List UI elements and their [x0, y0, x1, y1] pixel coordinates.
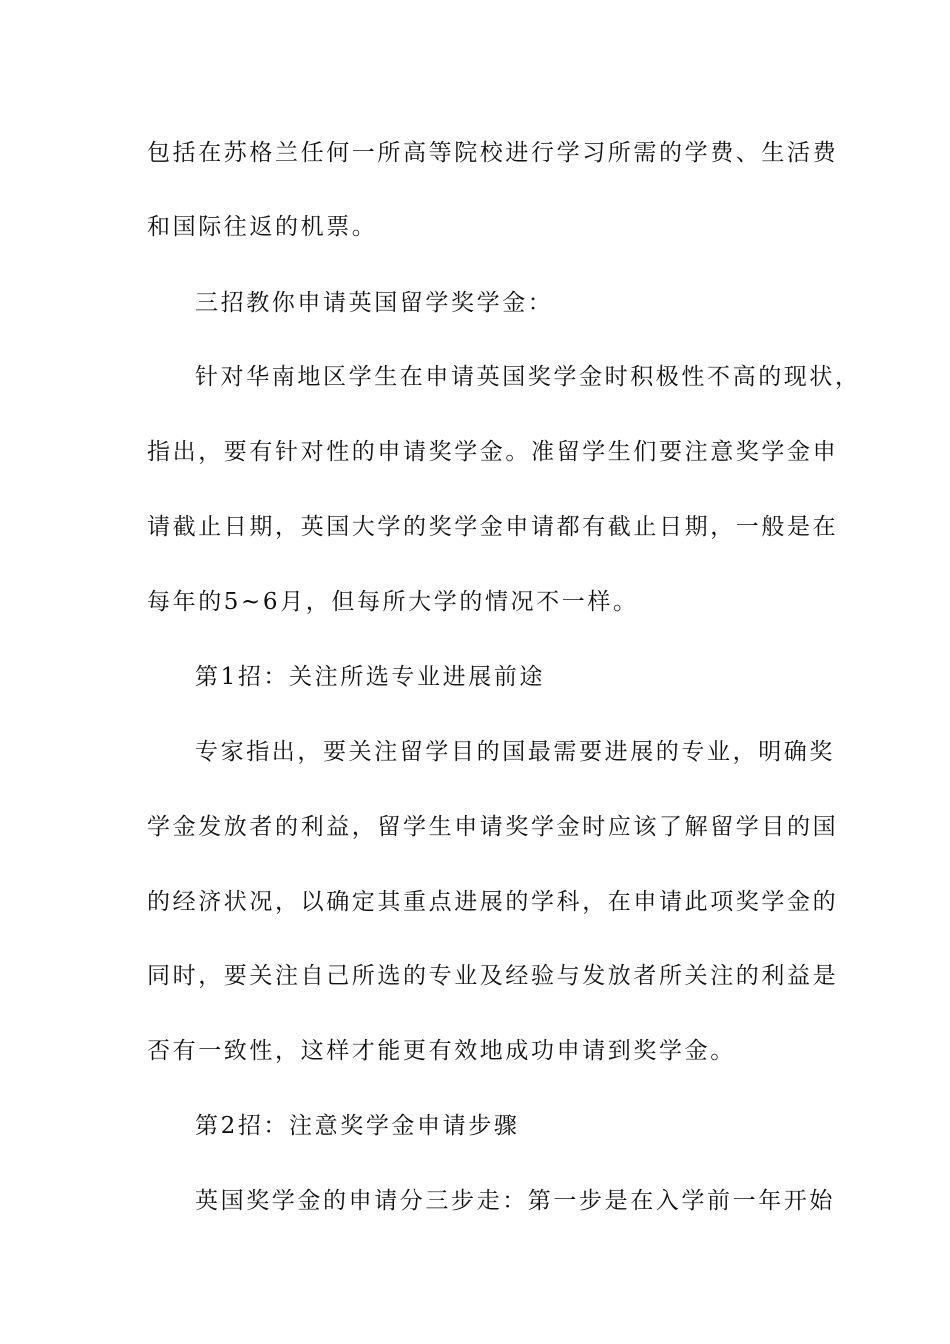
paragraph-line: 每年的5~6月，但每所大学的情况不一样。 [147, 589, 639, 615]
paragraph-line: 专家指出，要关注留学目的国最需要进展的专业，明确奖 [195, 739, 835, 765]
paragraph-line: 请截止日期，英国大学的奖学金申请都有截止日期，一般是在 [147, 514, 839, 540]
subheading-tip-2: 第2招：注意奖学金申请步骤 [195, 1113, 520, 1139]
paragraph-line: 的经济状况，以确定其重点进展的学科，在申请此项奖学金的 [147, 889, 839, 915]
section-heading: 三招教你申请英国留学奖学金： [195, 290, 554, 316]
subheading-tip-1: 第1招：关注所选专业进展前途 [195, 664, 546, 690]
paragraph-line: 否有一致性，这样才能更有效地成功申请到奖学金。 [147, 1038, 736, 1064]
paragraph-line: 英国奖学金的申请分三步走：第一步是在入学前一年开始 [195, 1188, 835, 1214]
paragraph-line: 同时，要关注自己所选的专业及经验与发放者所关注的利益是 [147, 963, 839, 989]
paragraph-line: 针对华南地区学生在申请英国奖学金时积极性不高的现状， [195, 364, 861, 390]
paragraph-line: 包括在苏格兰任何一所高等院校进行学习所需的学费、生活费 [147, 140, 839, 166]
paragraph-line: 和国际往返的机票。 [147, 214, 378, 240]
paragraph-line: 学金发放者的利益，留学生申请奖学金时应该了解留学目的国 [147, 814, 839, 840]
paragraph-line: 指出，要有针对性的申请奖学金。准留学生们要注意奖学金申 [147, 439, 839, 465]
